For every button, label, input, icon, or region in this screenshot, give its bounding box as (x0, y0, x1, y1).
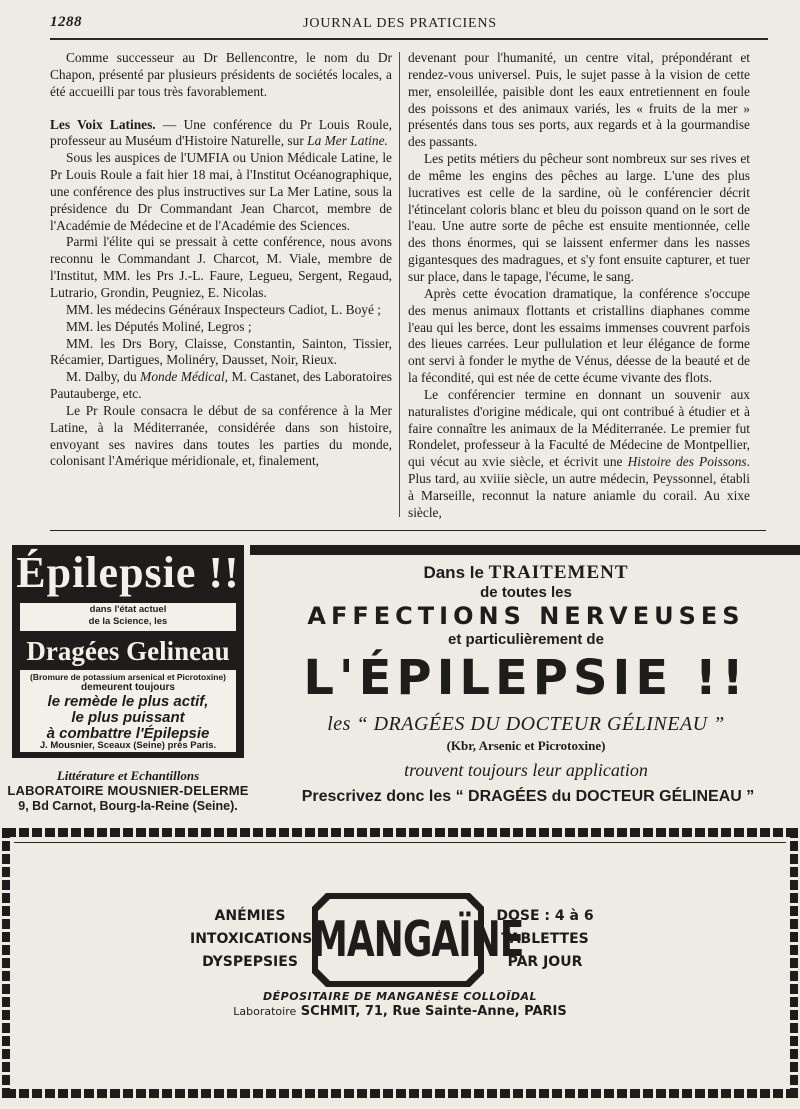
inner-rule (14, 842, 786, 843)
section-heading: Les Voix Latines. (50, 116, 156, 132)
epilepsie-claim-line: à combattre l'Épilepsie (46, 725, 210, 742)
article-end-rule (50, 530, 766, 531)
article-text: Le conférencier termine en donnant un souvenir aux naturalistes d'origine médicale, qui ont contribué à étudier et à faire connaître les animaux de la Méditerranée. Le premier fut Rondelet, professeur à la Faculté de Médecine de Montpellier, qui vécut au xvie siècle, et écrivit une (408, 386, 750, 470)
epilepsie-laboratory: LABORATOIRE MOUSNIER-DELERME (7, 783, 249, 798)
ad-dragees-line (256, 713, 796, 736)
state-line: dans l'état actuel (89, 604, 167, 615)
article-paragraph: Sous les auspices de l'UMFIA ou Union Médicale Latine, le Pr Louis Roule a fait hier 18 mai, à l'Institut Océanographique, une conférence des plus instructives sur La Mer Latine, sous la présidence du Dr Commandant Jean Charcot, membre de l'Académie de Médecine et de l'Académie des Sciences. (50, 150, 392, 233)
article-italic: La Mer Latine. (307, 133, 388, 149)
article-paragraph (408, 387, 750, 522)
article-paragraph: Parmi l'élite qui se pressait à cette conférence, nous avons reconnu le Commandant J. Charcot, M. Viale, membre de l'Institut, MM. les Prs J.-L. Faure, Legueu, Sergent, Regaud, Lutrario, Grondin, Peugniez, E. Nicolas. (50, 234, 392, 300)
ad-particulierement: et particulièrement de (448, 631, 604, 648)
epilepsie-claim-line: le plus puissant (71, 709, 185, 726)
indication-line: ANÉMIES (214, 908, 286, 924)
column-divider (399, 52, 400, 517)
dashed-border-top (6, 828, 794, 837)
article-text: — Une conférence du Pr Louis Roule, professeur au Muséum d'Histoire Naturelle, sur (50, 116, 392, 149)
ad-epilepsie-headline: L'ÉPILEPSIE !! (303, 650, 749, 706)
mangaine-brand: MANGAÏNE (312, 913, 524, 969)
mangaine-depositaire: DÉPOSITAIRE DE MANGANÈSE COLLOÏDAL (263, 990, 537, 1003)
epilepsie-composition: (Bromure de potassium arsenical et Picrotoxine) (29, 672, 227, 682)
article-paragraph: Après cette évocation dramatique, la conférence s'occupe des menus animaux flottants et cristallins diaphanes comme l'eau qui les berce, dont les essaims immenses couvrent parfois des lieues carrées. Leur pullulation et leur élégance de forme ont servi à fonder le mythe de Vénus, déesse de la beauté et de la fécondité, qui est née de cette écume vivante des flots. (408, 285, 750, 386)
article-paragraph: MM. les médecins Généraux Inspecteurs Cadiot, L. Boyé ; (66, 301, 381, 317)
article-italic: Monde Médical (140, 369, 225, 385)
ad-text: les (327, 713, 351, 735)
article-paragraph: MM. les Députés Moliné, Legros ; (66, 318, 252, 334)
running-title: JOURNAL DES PRATICIENS (303, 16, 497, 31)
ad-text-bold: TRAITEMENT (488, 562, 629, 583)
ad-prescrivez: Prescrivez donc les “ DRAGÉES du DOCTEUR GÉLINEAU ” (301, 788, 755, 805)
article-paragraph: Les petits métiers du pêcheur sont nombreux sur ses rives et de même les engins des pêches au large. L'une des plus lucratives est celle de la sardine, où le conférencier décrit l'étincelant coloris blanc et bleu du poisson quand on le sort de l'eau. Une autre sorte de pêche est ensuite mentionnée, celle des thons énormes, qui se laissent enfermer dans les nasses gigantesques des madragues, et s'y font ensuite capturer, et tuer sur place, dans le tapage, l'écume, le sang. (408, 151, 750, 284)
dosage-line: TABLETTES (501, 931, 589, 947)
indication-line: DYSPEPSIES (202, 954, 298, 970)
epilepsie-title: Épilepsie !! (16, 548, 240, 597)
epilepsie-drug-name: Dragées Gelineau (26, 636, 230, 666)
article-text: . Plus tard, au xviiie siècle, un autre médecin, Peyssonnel, établi à Marseille, reconnut la nature aniamle du corail. Au xixe siècle, (408, 454, 750, 520)
epilepsie-maker: J. Mousnier, Sceaux (Seine) près Paris. (39, 740, 217, 751)
article-column-right (408, 50, 750, 522)
ad-top-bar (250, 545, 800, 555)
article-paragraph (50, 117, 392, 151)
article-paragraph (50, 369, 392, 403)
article-text: M. Dalby, du (66, 369, 141, 385)
lab-address: SCHMIT, 71, Rue Sainte-Anne, PARIS (300, 1004, 567, 1019)
article-column-left (50, 50, 392, 470)
state-line: de la Science, les (88, 616, 168, 627)
ad-trouvent: trouvent toujours leur application (404, 760, 648, 780)
mangaine-indications (190, 905, 313, 974)
epilepsie-demeurent: demeurent toujours (81, 682, 175, 693)
header-rule (50, 38, 768, 40)
dosage-line: DOSE : 4 à 6 (496, 908, 594, 924)
article-paragraph: MM. les Drs Bory, Claisse, Constantin, Sainton, Tissier, Récamier, Dartigues, Molinéry, Dausset, Noir, Rieux. (50, 335, 392, 368)
epilepsie-claim-line: le remède le plus actif, (47, 693, 209, 710)
article-italic: Histoire des Poissons (627, 454, 747, 470)
article-paragraph: Comme successeur au Dr Bellencontre, le nom du Dr Chapon, présenté par plusieurs présidents de sociétés locales, a été accueilli par tous très favorablement. (50, 50, 392, 99)
dashed-border-left (2, 828, 10, 1098)
page-number: 1288 (50, 14, 82, 30)
article-paragraph: Le Pr Roule consacra le début de sa conférence à la Mer Latine, à la Méditerranée, considérée dans son histoire, envoyant ses navires dans toutes les parties du monde, colonisant l'Amérique méridionale, et, finalement, (50, 402, 392, 469)
epilepsie-literature: Littérature et Echantillons (56, 768, 200, 783)
article-paragraph: devenant pour l'humanité, un centre vital, prépondérant et rendez-vous universel. Puis, le sujet passe à la vision de cette mer, ensoleillée, paisible dont les eaux entretiennent en foule des poissons et des animaux variés, les « fruits de la mer » présentés dans tous ses ports, aux regards et à la gourmandise des passants. (408, 50, 750, 150)
mangaine-laboratory (0, 1004, 800, 1019)
ad-text: Dans le (423, 563, 484, 582)
ad-affections-nerveuses: AFFECTIONS NERVEUSES (307, 602, 745, 630)
ad-text: “ DRAGÉES DU DOCTEUR GÉLINEAU ” (356, 713, 725, 735)
indication-line: INTOXICATIONS (190, 931, 313, 947)
lab-prefix: Laboratoire (233, 1005, 297, 1018)
mangaine-dosage (490, 905, 600, 974)
epilepsie-state-text (20, 604, 236, 628)
dashed-border-right (790, 828, 798, 1098)
ad-dans-le-traitement (256, 562, 796, 584)
dashed-border-bottom (6, 1089, 794, 1098)
ad-composition: (Kbr, Arsenic et Picrotoxine) (446, 738, 606, 753)
ad-de-toutes: de toutes les (480, 584, 572, 601)
epilepsie-address: 9, Bd Carnot, Bourg-la-Reine (Seine). (18, 799, 238, 813)
article-text: , M. Castanet, des Laboratoires Pautauberge, etc. (50, 369, 393, 402)
dosage-line: PAR JOUR (507, 954, 583, 970)
